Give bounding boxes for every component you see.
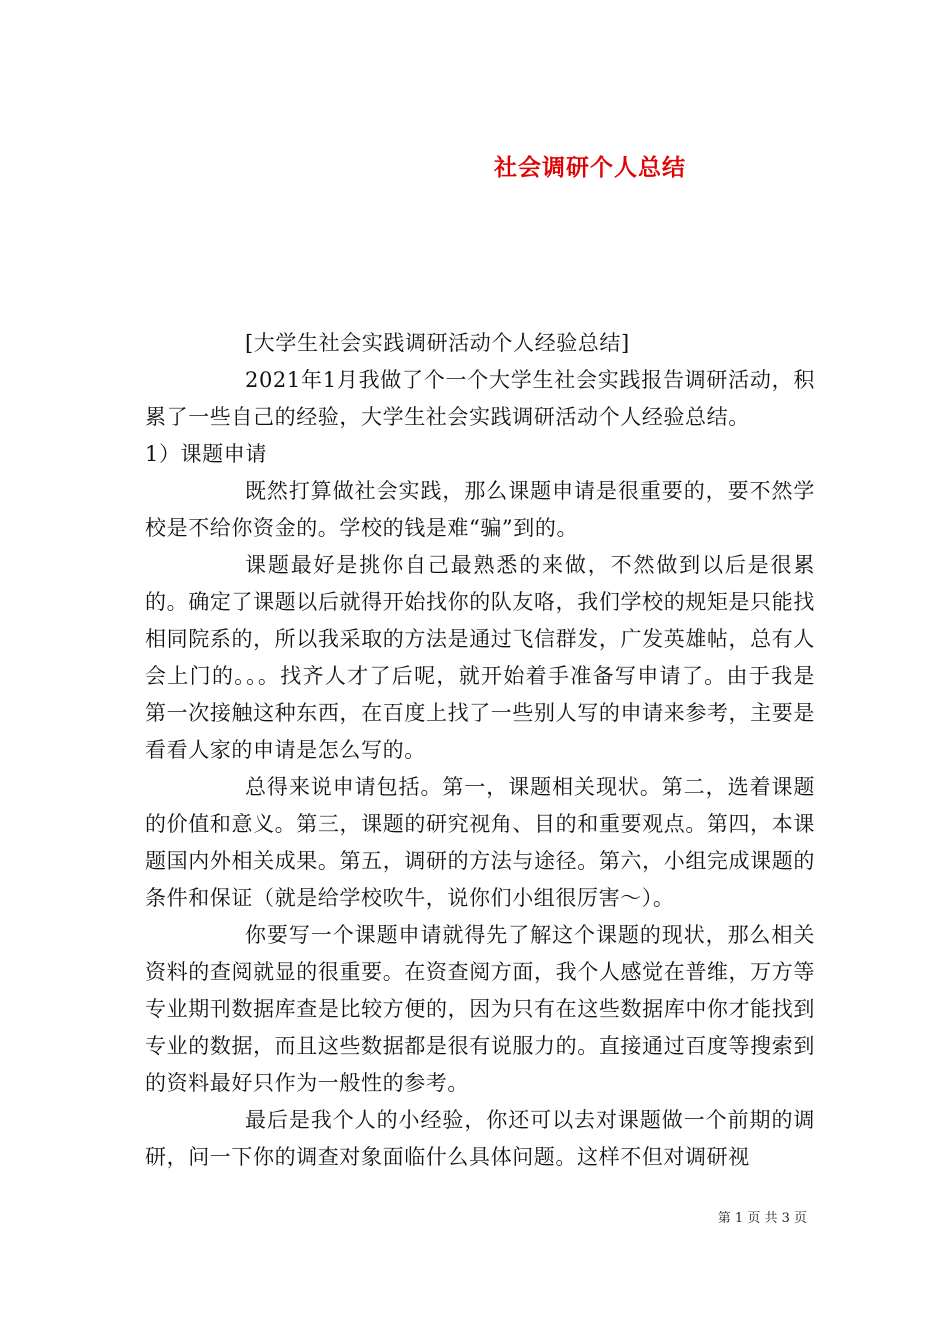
paragraph: 你要写一个课题申请就得先了解这个课题的现状，那么相关资料的查阅就显的很重要。在资查阅方面，我个人感觉在普维，万方等专业期刊数据库查是比较方便的，因为只有在这些数据库中你才能找到专业的数据，而且这些数据都是很有说服力的。直接通过百度等搜索到的资料最好只作为一般性的参考。 (145, 923, 815, 1095)
paragraph: 既然打算做社会实践，那么课题申请是很重要的，要不然学校是不给你资金的。学校的钱是难“骗”到的。 (145, 479, 815, 540)
paragraph: 总得来说申请包括。第一，课题相关现状。第二，选着课题的价值和意义。第三，课题的研究视角、目的和重要观点。第四，本课题国内外相关成果。第五，调研的方法与途径。第六，小组完成课题的条件和保证（就是给学校吹牛，说你们小组很厉害～）。 (145, 775, 815, 910)
paragraph: 最后是我个人的小经验，你还可以去对课题做一个前期的调研，问一下你的调查对象面临什么具体问题。这样不但对调研视 (145, 1108, 815, 1169)
page-number-footer: 第 1 页 共 3 页 (717, 1211, 807, 1226)
document-body (145, 325, 815, 1176)
paragraph-intro: 2021年1月我做了个一个大学生社会实践报告调研活动，积累了一些自己的经验，大学生社会实践调研活动个人经验总结。 (145, 368, 815, 429)
paragraph-subtitle: [大学生社会实践调研活动个人经验总结] (245, 331, 630, 355)
paragraph: 课题最好是挑你自己最熟悉的来做，不然做到以后是很累的。确定了课题以后就得开始找你的队友咯，我们学校的规矩是只能找相同院系的，所以我采取的方法是通过飞信群发，广发英雄帖，总有人会上门的。。。找齐人才了后呢，就开始着手准备写申请了。由于我是第一次接触这种东西，在百度上找了一些别人写的申请来参考，主要是看看人家的申请是怎么写的。 (145, 553, 815, 762)
page-title: 社会调研个人总结 (494, 154, 686, 182)
section-heading: 1）课题申请 (145, 442, 267, 466)
